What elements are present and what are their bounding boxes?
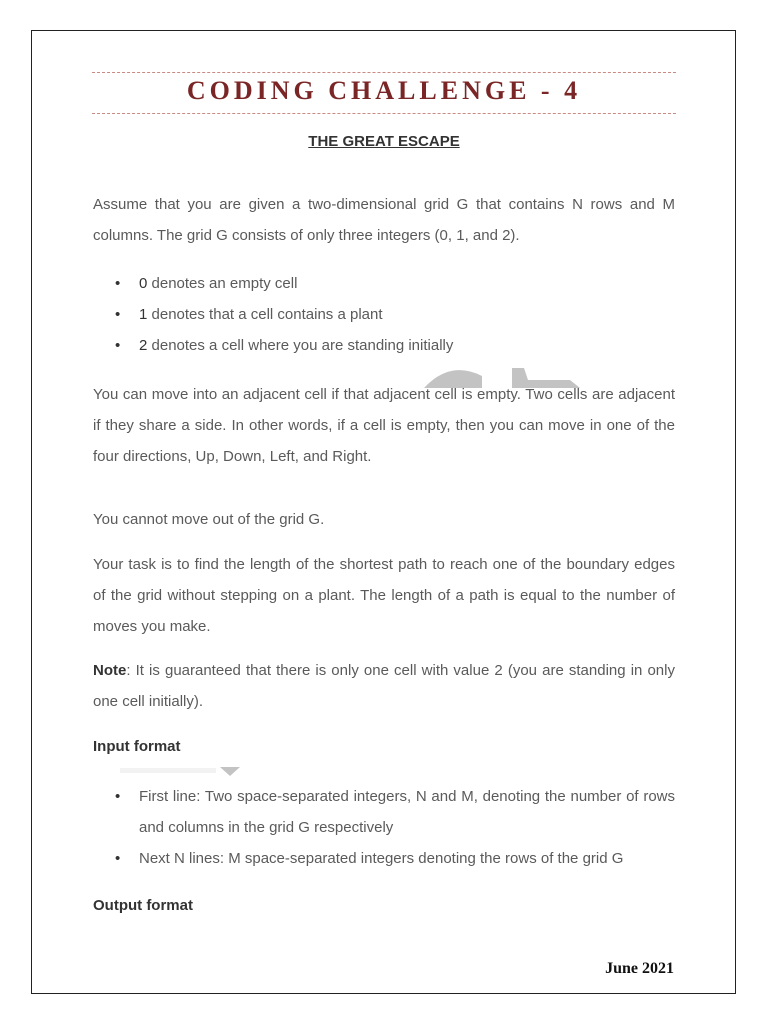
task-paragraph: Your task is to find the length of the shortest path to reach one of the boundary edges of the grid without stepping on a plant. The length of a path is equal to the number of moves you make.	[93, 556, 675, 635]
bullet-icon: •	[115, 337, 121, 354]
cell-value: 1	[139, 306, 148, 323]
list-item	[93, 330, 675, 361]
title-top-rule	[92, 72, 676, 73]
document-subtitle: THE GREAT ESCAPE	[308, 133, 460, 150]
input-format-heading: Input format	[93, 738, 181, 755]
bullet-icon: •	[115, 275, 121, 292]
input-format-list	[93, 781, 675, 874]
boundary-paragraph: You cannot move out of the grid G.	[93, 511, 325, 528]
bullet-icon: •	[115, 788, 121, 805]
note-paragraph	[93, 655, 675, 717]
cell-description: denotes an empty cell	[147, 275, 298, 292]
document-title: CODING CHALLENGE - 4	[186, 76, 582, 105]
output-format-heading: Output format	[93, 897, 193, 914]
list-item	[93, 781, 675, 843]
cell-description: denotes that a cell contains a plant	[147, 306, 383, 323]
cell-type-list	[93, 268, 675, 361]
list-item	[93, 843, 675, 874]
title-bottom-rule	[92, 113, 676, 114]
movement-paragraph: You can move into an adjacent cell if that adjacent cell is empty. Two cells are adjacent if they share a side. In other words, if a cell is empty, then you can move in one of the four directions, Up, Down, Left, and Right.	[93, 386, 675, 465]
list-item	[93, 268, 675, 299]
watermark-arrow-icon	[120, 766, 244, 778]
input-item-text: Next N lines: M space-separated integers denoting the rows of the grid G	[139, 850, 624, 867]
list-item	[93, 299, 675, 330]
note-label: Note	[93, 662, 127, 679]
cell-value: 0	[139, 275, 148, 292]
bullet-icon: •	[115, 306, 121, 323]
cell-value: 2	[139, 337, 148, 354]
cell-description: denotes a cell where you are standing initially	[147, 337, 454, 354]
input-item-text: First line: Two space-separated integers, N and M, denoting the number of rows and columns in the grid G respectively	[139, 788, 675, 836]
intro-paragraph: Assume that you are given a two-dimensional grid G that contains N rows and M columns. The grid G consists of only three integers (0, 1, and 2).	[93, 196, 675, 244]
note-text: : It is guaranteed that there is only one cell with value 2 (you are standing in only one cell initially).	[93, 662, 675, 710]
bullet-icon: •	[115, 850, 121, 867]
footer-date: June 2021	[605, 960, 674, 977]
